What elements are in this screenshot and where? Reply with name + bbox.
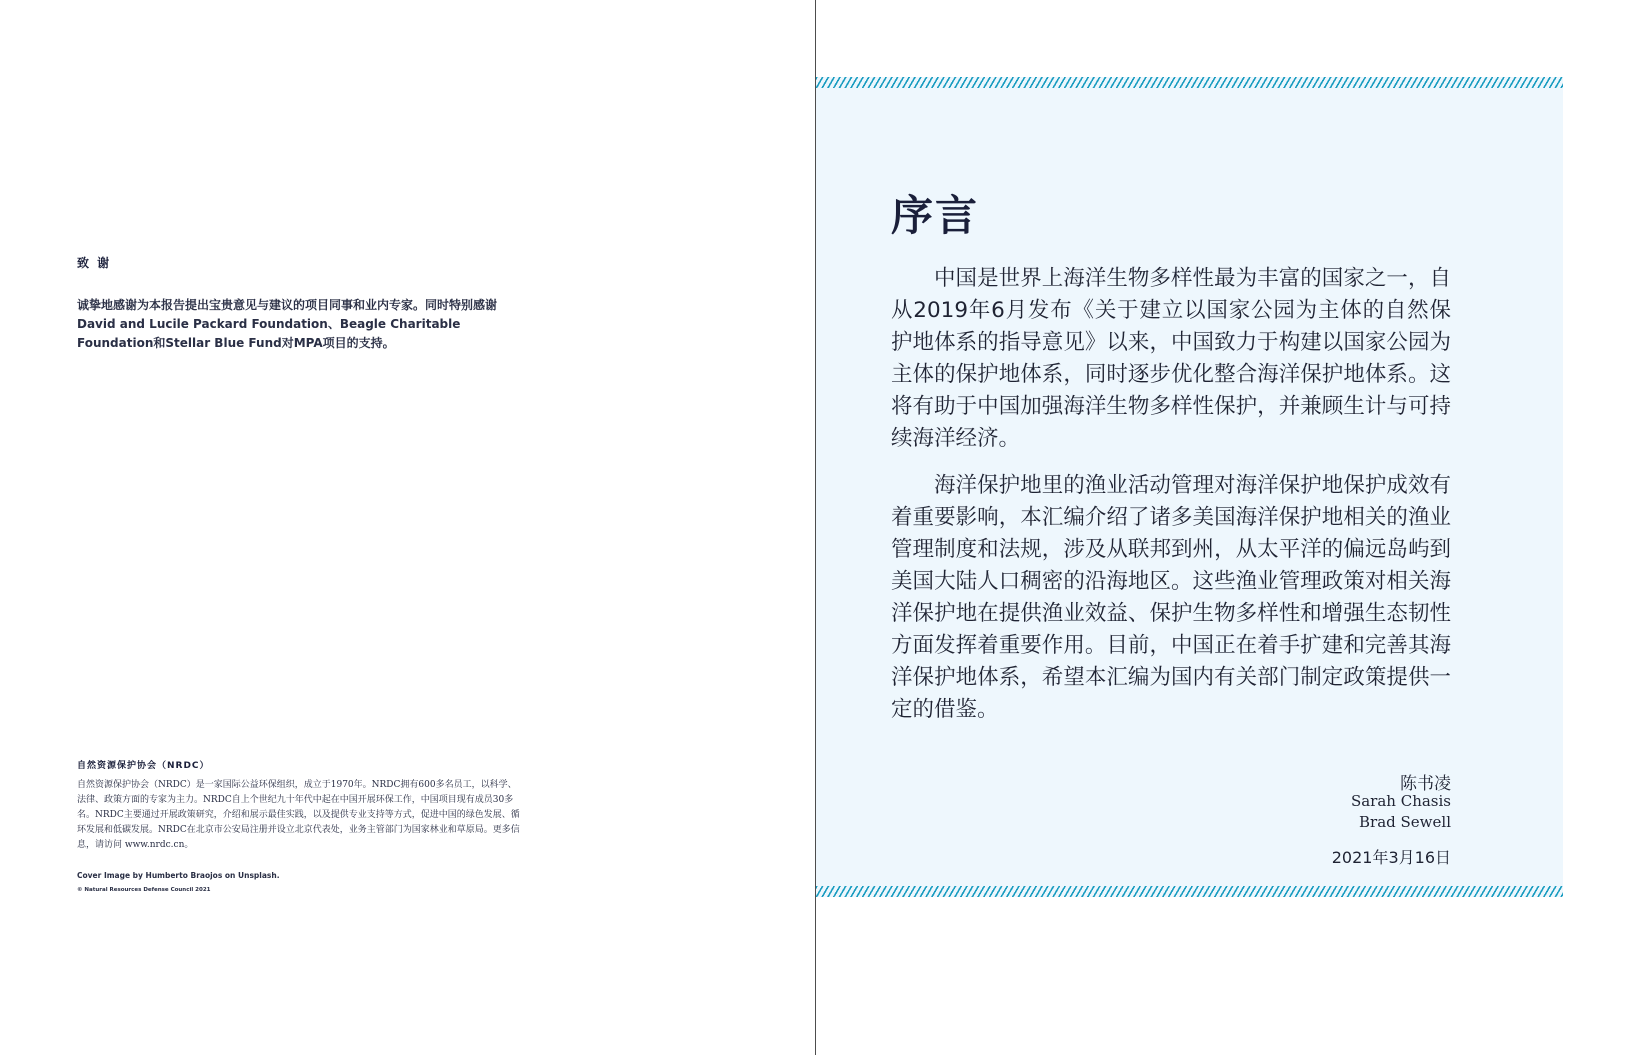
copyright-notice: © Natural Resources Defense Council 2021 (77, 887, 211, 893)
preface-title: 序言 (891, 191, 980, 240)
signature-chen-shuling: 陈书凌 (1400, 774, 1451, 794)
signature-sarah-chasis: Sarah Chasis (1350, 792, 1451, 810)
hatch-border-bottom (816, 886, 1563, 897)
acknowledgements-heading: 致 谢 (77, 256, 112, 270)
cover-image-credit: Cover Image by Humberto Braojos on Unsplash. (77, 871, 280, 880)
preface-paragraph: 中国是世界上海洋生物多样性最为丰富的国家之一，自从2019年6月发布《关于建立以国家公园为主体的自然保护地体系的指导意见》以来，中国致力于构建以国家公园为主体的保护地体系，同时逐步优化整合海洋保护地体系。这将有助于中国加强海洋生物多样性保护，并兼顾生计与可持续海洋经济。 (891, 266, 1451, 451)
right-page (816, 0, 1631, 1055)
nrdc-heading: 自然资源保护协会（NRDC） (77, 761, 210, 771)
nrdc-description: 自然资源保护协会（NRDC）是一家国际公益环保组织，成立于1970年。NRDC拥有600多名员工，以科学、法律、政策方面的专家为主力。NRDC自上个世纪九十年代中起在中国开展环保工作，中国项目现有成员30多名。NRDC主要通过开展政策研究，介绍和展示最佳实践，以及提供专业支持等方式，促进中国的绿色发展、循环发展和低碳发展。NRDC在北京市公安局注册并设立北京代表处，业务主管部门为国家林业和草原局。更多信息，请访问 www.nrdc.cn。 (77, 780, 520, 850)
signature-brad-sewell: Brad Sewell (1359, 813, 1451, 831)
left-page (0, 0, 815, 1055)
preface-date: 2021年3月16日 (1331, 848, 1451, 867)
acknowledgements-body: 诚挚地感谢为本报告提出宝贵意见与建议的项目同事和业内专家。同时特别感谢David and Lucile Packard Foundation、Beagle Charitable Foundation和Stellar Blue Fund对MPA项目的支持。 (77, 298, 498, 350)
preface-paragraph: 海洋保护地里的渔业活动管理对海洋保护地保护成效有着重要影响，本汇编介绍了诸多美国海洋保护地相关的渔业管理制度和法规，涉及从联邦到州，从太平洋的偏远岛屿到美国大陆人口稠密的沿海地区。这些渔业管理政策对相关海洋保护地在提供渔业效益、保护生物多样性和增强生态韧性方面发挥着重要作用。目前，中国正在着手扩建和完善其海洋保护地体系，希望本汇编为国内有关部门制定政策提供一定的借鉴。 (891, 473, 1451, 722)
hatch-border-top (816, 77, 1563, 88)
